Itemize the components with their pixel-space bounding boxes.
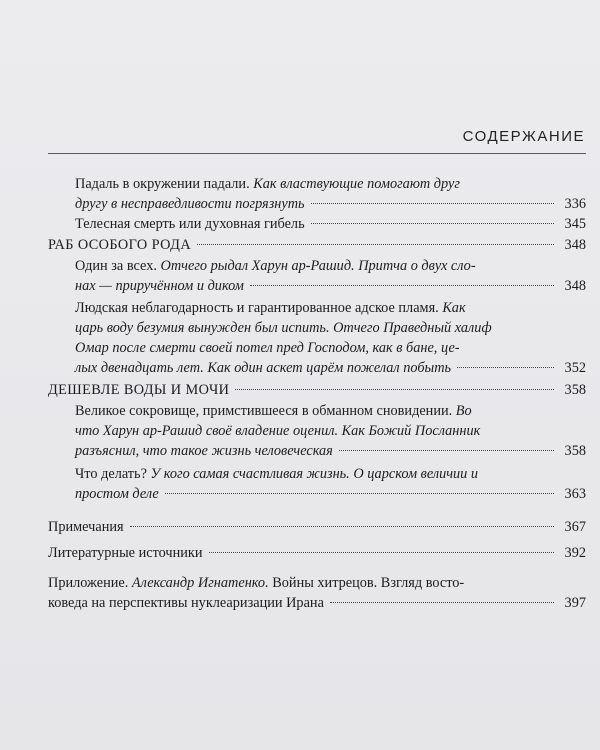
dot-leader	[330, 602, 554, 603]
dot-leader	[250, 285, 554, 286]
page-number: 397	[564, 595, 586, 611]
page-number: 348	[564, 278, 586, 294]
toc-section[interactable]: РАБ ОСОБОГО РОДА 348	[48, 237, 586, 253]
header-rule	[48, 153, 586, 154]
page-number: 363	[564, 486, 586, 502]
toc-section[interactable]: Литературные источники 392	[48, 545, 586, 561]
toc-entry[interactable]: Что делать? У кого самая счастливая жизнь. О царском величии и простом деле 363	[75, 466, 586, 502]
running-header: СОДЕРЖАНИЕ	[462, 128, 585, 145]
page-number: 348	[564, 237, 586, 253]
toc-entry[interactable]: Великое сокровище, примстившееся в обманном сновидении. Во что Харун ар-Рашид своё владение оценил. Как Божий Посланник разъяснил, что такое жизнь человеческая 358	[75, 403, 586, 459]
toc-entry[interactable]: Телесная смерть или духовная гибель 345	[75, 216, 586, 232]
page-number: 358	[564, 443, 586, 459]
toc-section[interactable]: ДЕШЕВЛЕ ВОДЫ И МОЧИ 358	[48, 382, 586, 398]
page-number: 336	[564, 196, 586, 212]
dot-leader	[130, 526, 554, 527]
page-number: 352	[564, 360, 586, 376]
toc-entry[interactable]: Падаль в окружении падали. Как властвующие помогают друг другу в несправедливости погрязнуть 336	[75, 176, 586, 212]
toc-section[interactable]: Приложение. Александр Игнатенко. Войны хитрецов. Взгляд восто- коведа на перспективы нуклеаризации Ирана 397	[48, 575, 586, 611]
page-number: 358	[564, 382, 586, 398]
dot-leader	[457, 367, 554, 368]
page-number: 392	[564, 545, 586, 561]
dot-leader	[339, 450, 554, 451]
dot-leader	[311, 223, 554, 224]
toc-entry[interactable]: Людская неблагодарность и гарантированное адское пламя. Как царь воду безумия вынужден был испить. Отчего Праведный халиф Омар после смерти своей потел пред Господом, как в бане, це- лых двенадцать лет. Как один аскет царём пожелал побыть 352	[75, 300, 586, 376]
dot-leader	[311, 203, 554, 204]
toc-entry[interactable]: Один за всех. Отчего рыдал Харун ар-Рашид. Притча о двух сло- нах — приручённом и диком 348	[75, 258, 586, 294]
dot-leader	[197, 244, 554, 245]
dot-leader	[165, 493, 554, 494]
dot-leader	[209, 552, 554, 553]
toc-section[interactable]: Примечания 367	[48, 519, 586, 535]
page-number: 367	[564, 519, 586, 535]
page-number: 345	[564, 216, 586, 232]
dot-leader	[235, 389, 554, 390]
